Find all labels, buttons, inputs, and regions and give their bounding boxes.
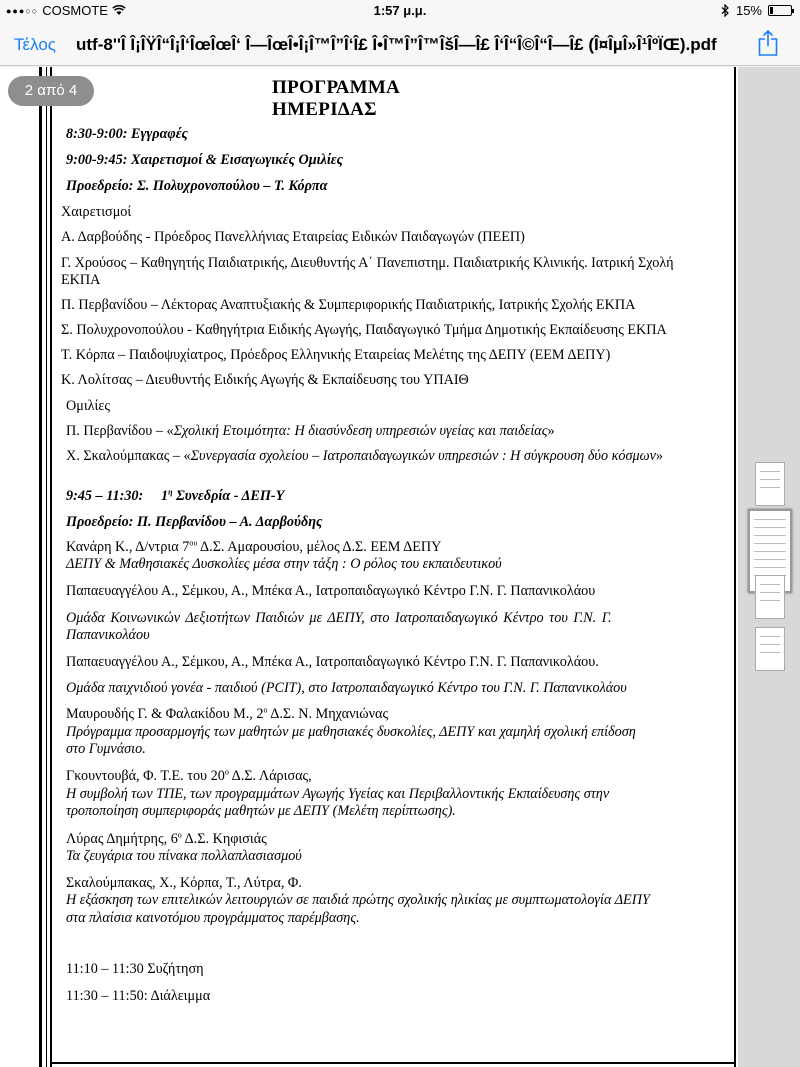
talk-title: Συνεργασία σχολείου – Ιατροπαιδαγωγικών υπηρεσιών : Η σύγκρουση δύο κόσμων [190,448,656,464]
author-text: Δ.Σ. Ν. Μηχανιώνας [267,706,389,722]
author-ordinal: ο [263,705,268,715]
session-greetings: 9:00-9:45: Χαιρετισμοί & Εισαγωγικές Ομιλίες [66,152,343,168]
presentation-title: Πρόγραμμα προσαρμογής των μαθητών με μαθησιακές δυσκολίες, ΔΕΠΥ και χαμηλή σχολική επίδοση [66,724,636,740]
author-ordinal: ο [177,830,182,840]
talks-label: Ομιλίες [66,398,110,414]
author-text: Γκουντουβά, Φ. Τ.Ε. του 20 [66,768,225,784]
presentation-title-continued: στο Γυμνάσιο. [66,741,146,757]
session-1-title [66,488,284,505]
talk-title: Σχολική Ετοιμότητα: Η διασύνδεση υπηρεσιών υγείας και παιδείας [173,423,548,439]
presentation-title-continued: στα πλαίσια καινοτόμου προγράμματος παρέμβασης. [66,910,360,926]
presentation-author: Παπαευαγγέλου Α., Σέμκου, Α., Μπέκα Α., Ιατροπαιδαγωγικό Κέντρο Γ.Ν. Γ. Παπανικολάου [66,583,596,599]
page-thumbnail-3[interactable] [755,575,785,619]
talk-quote-end: » [655,448,664,464]
talk-quote-end: » [547,423,555,439]
session-registration: 8:30-9:00: Εγγραφές [66,126,188,142]
author-text: Δ.Σ. Λάρισας, [228,768,312,784]
greeting-item: Α. Δαρβούδης - Πρόεδρος Πανελλήνιας Εταιρείας Ειδικών Παιδαγωγών (ΠΕΕΠ) [61,229,525,245]
signal-strength-icon: ●●●○○ [6,5,39,16]
author-text: Μαυρουδής Γ. & Φαλακίδου Μ., 2 [66,706,264,722]
presentation-author [66,831,267,848]
battery-icon [768,5,792,16]
session-1-name: Συνεδρία - ΔΕΠ-Υ [172,488,285,504]
presentation-title: Τα ζευγάρια του πίνακα πολλαπλασιασμού [66,848,302,864]
presentation-title-continued: Παπανικολάου [66,627,150,643]
presentation-title-continued: τροποποίηση συμπεριφοράς μαθητών με ΔΕΠΥ (Μελέτη περίπτωσης). [66,803,456,819]
talk-speaker: Π. Περβανίδου – « [66,423,174,439]
greeting-item: Κ. Λολίτσας – Διευθυντής Ειδικής Αγωγής & Εκπαίδευσης του ΥΠΑΙΘ [61,372,469,388]
break-slot: 11:30 – 11:50: Διάλειμμα [66,988,211,1004]
session-1-ordinal: η [168,487,173,497]
page-border-bottom [50,1062,736,1064]
page-border-right [734,67,736,1067]
presentation-author [66,768,312,785]
carrier-name: COSMOTE [42,3,108,18]
talk-speaker: Χ. Σκαλούμπακας – « [66,448,191,464]
talk-item [66,448,663,465]
page-thumbnail-1[interactable] [755,462,785,506]
greeting-item: Γ. Χρούσος – Καθηγητής Παιδιατρικής, Διευθυντής Α΄ Πανεπιστημ. Παιδιατρικής Κλινικής. Ιατρική Σχολή [61,255,674,271]
talk-item [66,423,555,440]
presentation-author [66,706,388,723]
author-text: Δ.Σ. Κηφισιάς [181,831,267,847]
battery-fill [770,7,773,14]
session-1-time: 9:45 – 11:30: [66,488,144,504]
page-thumbnail-4[interactable] [755,627,785,671]
greeting-item: Σ. Πολυχρονοπούλου - Καθηγήτρια Ειδικής Αγωγής, Παιδαγωγικό Τμήμα Δημοτικής Εκπαίδευσης ΕΚΠΑ [61,322,667,338]
page-border-left-middle [46,67,47,1067]
bluetooth-icon [721,4,730,17]
author-text: Δ.Σ. Αμαρουσίου, μέλος Δ.Σ. ΕΕΜ ΔΕΠΥ [197,539,442,555]
document-heading: ΠΡΟΓΡΑΜΜΑ ΗΜΕΡΙΔΑΣ [272,77,400,120]
greeting-item-continued: ΕΚΠΑ [61,272,101,288]
greetings-label: Χαιρετισμοί [61,204,132,220]
document-title: utf-8''Î Î¡ÎŸÎ“Î¡Î‘ÎœÎœÎ‘ Î—ÎœÎ•Î¡Î™Î”Î‘Î£ Î•Î™Î”Î™ÎšÎ—Î£ Î‘Î“Î©Î“Î—Î£ (Î¤ÎµÎ»Î¹ÎºÏŒ).pdf [76,35,717,54]
author-ordinal: ου [189,538,198,548]
greeting-item: Π. Περβανίδου – Λέκτορας Αναπτυξιακής & Συμπεριφορικής Παιδιατρικής, Ιατρικής Σχολής ΕΚΠΑ [61,297,636,313]
presentation-title: Ομάδα Κοινωνικών Δεξιοτήτων Παιδιών με ΔΕΠΥ, στο Ιατροπαιδαγωγικό Κέντρο του Γ.Ν. Γ. [66,610,612,626]
done-button[interactable]: Τέλος [14,35,56,54]
page-border-left-outer [39,67,42,1067]
page-indicator: 2 από 4 [8,76,94,106]
session-1-chairs: Προεδρείο: Π. Περβανίδου – Α. Δαρβούδης [66,514,323,530]
author-text: Κανάρη Κ., Δ/ντρια 7 [66,539,190,555]
status-bar [0,0,800,22]
share-icon[interactable] [758,30,778,56]
presentation-title: Η συμβολή των ΤΠΕ, των προγραμμάτων Αγωγής Υγείας και Περιβαλλοντικής Εκπαίδευσης στην [66,786,610,802]
discussion-slot: 11:10 – 11:30 Συζήτηση [66,961,204,977]
presentation-title: ΔΕΠΥ & Μαθησιακές Δυσκολίες μέσα στην τάξη : Ο ρόλος του εκπαιδευτικού [66,556,502,572]
presentation-author: Σκαλούμπακας, Χ., Κόρπα, Τ., Λύτρα, Φ. [66,875,302,891]
author-ordinal: ο [224,767,229,777]
clock: 1:57 μ.μ. [373,3,427,18]
page-border-left-inner [50,67,52,1067]
battery-percentage: 15% [735,3,762,18]
presentation-title: Η εξάσκηση των επιτελικών λειτουργιών σε παιδιά πρώτης σχολικής ηλικίας με συμπτωματολογία ΔΕΠΥ [66,892,650,908]
nav-bar [0,22,800,66]
greeting-item: Τ. Κόρπα – Παιδοψυχίατρος, Πρόεδρος Ελληνικής Εταιρείας Μελέτης της ΔΕΠΥ (ΕΕΜ ΔΕΠΥ) [61,347,611,363]
presentation-title: Ομάδα παιχνιδιού γονέα - παιδιού (PCIT), στο Ιατροπαιδαγωγικό Κέντρο του Γ.Ν. Γ. Παπανικολάου [66,680,627,696]
author-text: Λύρας Δημήτρης, 6 [66,831,178,847]
presentation-author: Παπαευαγγέλου Α., Σέμκου, Α., Μπέκα Α., Ιατροπαιδαγωγικό Κέντρο Γ.Ν. Γ. Παπανικολάου. [66,654,599,670]
session-chairs: Προεδρείο: Σ. Πολυχρονοπούλου – Τ. Κόρπα [66,178,328,194]
page-thumbnail-strip[interactable] [738,67,800,1067]
session-1-number: 1 [160,488,169,504]
presentation-author [66,539,441,556]
